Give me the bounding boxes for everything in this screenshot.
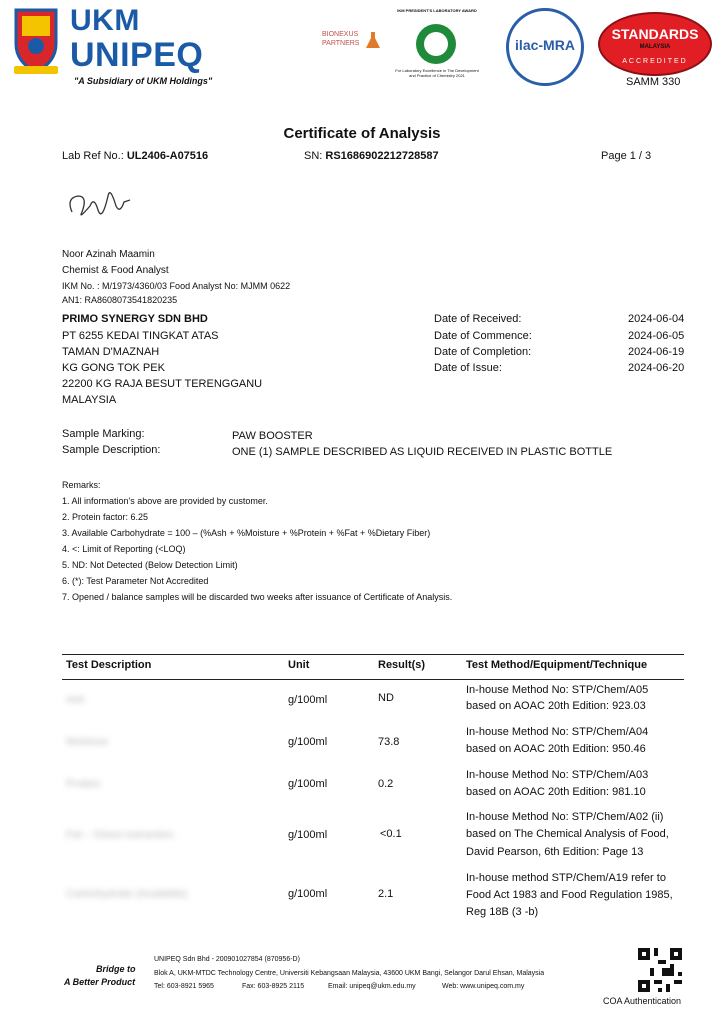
remark-item: 2. Protein factor: 6.25 bbox=[62, 512, 149, 522]
serial-number bbox=[304, 150, 439, 162]
analyst-an: AN1: RA8608073541820235 bbox=[62, 295, 178, 305]
row4-method-1: In-house Method No: STP/Chem/A02 (ii) bbox=[466, 811, 664, 823]
award-caption: For Laboratory Excellence in The Development and Practice of Chemistry 2021 bbox=[395, 68, 479, 78]
row4-method-3: David Pearson, 6th Edition: Page 13 bbox=[466, 846, 644, 858]
col-header-result: Result(s) bbox=[378, 659, 426, 671]
date-commence-value: 2024-06-05 bbox=[628, 330, 685, 342]
footer-web: Web: www.unipeq.com.my bbox=[442, 983, 525, 990]
remarks-title: Remarks: bbox=[62, 480, 101, 490]
row3-method-2: based on AOAC 20th Edition: 981.10 bbox=[466, 786, 646, 798]
ilac-mra-logo: ilac-MRA bbox=[506, 8, 584, 86]
row1-description: Ash bbox=[66, 694, 85, 706]
row4-unit: g/100ml bbox=[288, 829, 328, 841]
row4-description: Fat – Direct extraction bbox=[66, 829, 174, 841]
remark-item: 4. <: Limit of Reporting (<LOQ) bbox=[62, 544, 186, 554]
lab-ref-label: Lab Ref No.: bbox=[62, 150, 124, 162]
date-issue-value: 2024-06-20 bbox=[628, 362, 685, 374]
remark-item: 3. Available Carbohydrate = 100 – (%Ash + %Moisture + %Protein + %Fat + %Dietary Fiber) bbox=[62, 528, 431, 538]
ukm-crest-logo bbox=[10, 6, 62, 78]
table-header-rule bbox=[62, 679, 684, 680]
row5-method-3: Reg 18B (3 -b) bbox=[466, 906, 539, 918]
standards-malaysia-logo: STANDARDS MALAYSIA ACCREDITED bbox=[598, 12, 712, 76]
client-address-1: PT 6255 KEDAI TINGKAT ATAS bbox=[62, 330, 219, 342]
row1-unit: g/100ml bbox=[288, 694, 328, 706]
sample-marking-label: Sample Marking: bbox=[62, 428, 145, 440]
footer-address: Blok A, UKM-MTDC Technology Centre, Universiti Kebangsaan Malaysia, 43600 UKM Bangi, Selangor Darul Ehsan, Malaysia bbox=[154, 970, 545, 977]
footer-fax: Fax: 603-8925 2115 bbox=[242, 983, 305, 990]
row3-description: Protein bbox=[66, 778, 101, 790]
analyst-signature bbox=[62, 184, 142, 230]
client-name: PRIMO SYNERGY SDN BHD bbox=[62, 313, 208, 325]
date-completion-value: 2024-06-19 bbox=[628, 346, 685, 358]
sn-value: RS1686902212728587 bbox=[325, 150, 439, 162]
date-completion-label: Date of Completion: bbox=[434, 346, 532, 358]
sample-marking-value: PAW BOOSTER bbox=[232, 430, 313, 442]
remark-item: 1. All information's above are provided by customer. bbox=[62, 496, 268, 506]
row2-description: Moisture bbox=[66, 736, 109, 748]
page-number: Page 1 / 3 bbox=[601, 150, 652, 162]
footer-company: UNIPEQ Sdn Bhd - 200901027854 (870956-D) bbox=[154, 956, 300, 963]
remark-item: 7. Opened / balance samples will be discarded two weeks after issuance of Certificate of Analysis. bbox=[62, 592, 453, 602]
row5-method-2: Food Act 1983 and Food Regulation 1985, bbox=[466, 889, 673, 901]
brand-line2: UNIPEQ bbox=[70, 36, 204, 74]
qr-caption: COA Authentication bbox=[603, 996, 682, 1006]
row2-method-2: based on AOAC 20th Edition: 950.46 bbox=[466, 743, 646, 755]
analyst-name: Noor Azinah Maamin bbox=[62, 249, 155, 260]
award-logo bbox=[416, 24, 456, 64]
footer-tel: Tel: 603-8921 5965 bbox=[154, 983, 214, 990]
row2-method-1: In-house Method No: STP/Chem/A04 bbox=[466, 726, 649, 738]
lab-ref bbox=[62, 150, 208, 162]
row5-description: Carbohydrate (Available) bbox=[66, 888, 188, 900]
samm-number: SAMM 330 bbox=[626, 76, 681, 88]
document-title: Certificate of Analysis bbox=[283, 125, 441, 142]
row4-result: <0.1 bbox=[380, 828, 402, 840]
row4-method-2: based on The Chemical Analysis of Food, bbox=[466, 828, 669, 840]
sn-label: SN: bbox=[304, 150, 323, 162]
remark-item: 5. ND: Not Detected (Below Detection Limit) bbox=[62, 560, 238, 570]
date-commence-label: Date of Commence: bbox=[434, 330, 532, 342]
row1-method-2: based on AOAC 20th Edition: 923.03 bbox=[466, 700, 646, 712]
client-address-2: TAMAN D'MAZNAH bbox=[62, 346, 160, 358]
remark-item: 6. (*): Test Parameter Not Accredited bbox=[62, 576, 209, 586]
date-issue-label: Date of Issue: bbox=[434, 362, 502, 374]
sample-description-label: Sample Description: bbox=[62, 444, 161, 456]
footer-email: Email: unipeq@ukm.edu.my bbox=[328, 983, 416, 990]
qr-code[interactable] bbox=[638, 948, 682, 992]
row5-result: 2.1 bbox=[378, 888, 394, 900]
client-address-3: KG GONG TOK PEK bbox=[62, 362, 165, 374]
row1-result: ND bbox=[378, 692, 394, 704]
col-header-unit: Unit bbox=[288, 659, 310, 671]
date-received-value: 2024-06-04 bbox=[628, 313, 685, 325]
brand-tagline: "A Subsidiary of UKM Holdings" bbox=[74, 76, 213, 86]
row3-method-1: In-house Method No: STP/Chem/A03 bbox=[466, 769, 649, 781]
client-address-4: 22200 KG RAJA BESUT TERENGGANU bbox=[62, 378, 263, 390]
row2-result: 73.8 bbox=[378, 736, 400, 748]
bionexus-logo: BIONEXUS PARTNERS bbox=[322, 30, 380, 56]
footer-slogan-2: A Better Product bbox=[64, 977, 136, 987]
date-received-label: Date of Received: bbox=[434, 313, 522, 325]
row5-method-1: In-house method STP/Chem/A19 refer to bbox=[466, 872, 666, 884]
row5-unit: g/100ml bbox=[288, 888, 328, 900]
sample-description-value: ONE (1) SAMPLE DESCRIBED AS LIQUID RECEIVED IN PLASTIC BOTTLE bbox=[232, 446, 613, 458]
award-title: IKM PRESIDENT'S LABORATORY AWARD bbox=[397, 8, 477, 13]
row3-result: 0.2 bbox=[378, 778, 394, 790]
col-header-description: Test Description bbox=[66, 659, 152, 671]
col-header-method: Test Method/Equipment/Technique bbox=[466, 659, 648, 671]
analyst-ikm: IKM No. : M/1973/4360/03 Food Analyst No: MJMM 0622 bbox=[62, 281, 291, 291]
table-top-rule bbox=[62, 654, 684, 655]
lab-ref-value: UL2406-A07516 bbox=[126, 150, 209, 162]
brand-line1: UKM bbox=[70, 4, 140, 37]
client-address-5: MALAYSIA bbox=[62, 394, 117, 406]
analyst-role: Chemist & Food Analyst bbox=[62, 265, 169, 276]
footer-slogan-1: Bridge to bbox=[96, 964, 136, 974]
row3-unit: g/100ml bbox=[288, 778, 328, 790]
row1-method-1: In-house Method No: STP/Chem/A05 bbox=[466, 684, 649, 696]
row2-unit: g/100ml bbox=[288, 736, 328, 748]
